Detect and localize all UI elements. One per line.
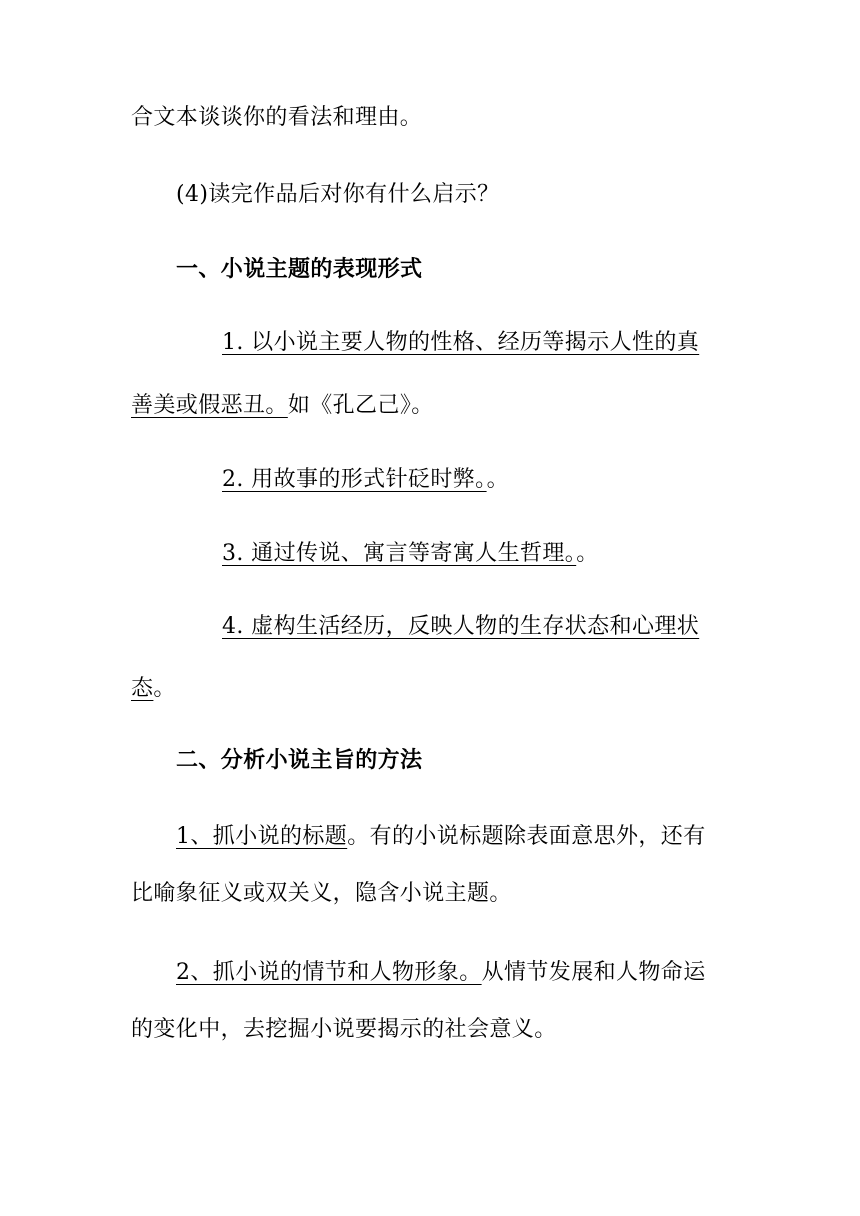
list-item-4-line-2 — [131, 674, 731, 704]
method-2-line-1 — [176, 958, 776, 988]
underlined-text: 态 — [131, 676, 154, 701]
trailing-punctuation: 。 — [486, 467, 509, 492]
method-2-line-2: 的变化中，去挖掘小说要揭示的社会意义。 — [131, 1017, 557, 1042]
list-item-4-line-1 — [222, 612, 822, 642]
list-item-2 — [222, 465, 822, 495]
trailing-punctuation: 。 — [153, 676, 176, 701]
underlined-text: 4. 虚构生活经历，反映人物的生存状态和心理状 — [222, 614, 700, 639]
trailing-punctuation: 。 — [576, 541, 599, 566]
list-item-1-line-2 — [131, 391, 731, 421]
underlined-text: 2. 用故事的形式针砭时弊。 — [222, 467, 487, 492]
section-heading-2: 二、分析小说主旨的方法 — [176, 748, 423, 773]
method-2-description: 从情节发展和人物命运 — [481, 960, 706, 985]
list-item-1-line-1 — [222, 328, 822, 358]
method-1-line-2: 比喻象征义或双关义，隐含小说主题。 — [131, 881, 512, 906]
example-text: 如《孔乙己》。 — [287, 393, 434, 418]
underlined-text: 2、抓小说的情节和人物形象。 — [176, 960, 482, 985]
list-item-3 — [222, 539, 822, 569]
underlined-text: 3. 通过传说、寓言等寄寓人生哲理。 — [222, 541, 577, 566]
method-1-line-1 — [176, 822, 776, 852]
underlined-text: 1、抓小说的标题 — [176, 824, 348, 849]
section-heading-1: 一、小说主题的表现形式 — [176, 257, 423, 282]
question-4: (4)读完作品后对你有什么启示？ — [176, 182, 500, 207]
underlined-text: 善美或假恶丑。 — [131, 393, 288, 418]
underlined-text: 1. 以小说主要人物的性格、经历等揭示人性的真 — [222, 330, 700, 355]
paragraph-continuation: 合文本谈谈你的看法和理由。 — [131, 105, 423, 130]
method-1-description: 。有的小说标题除表面意思外，还有 — [347, 824, 706, 849]
